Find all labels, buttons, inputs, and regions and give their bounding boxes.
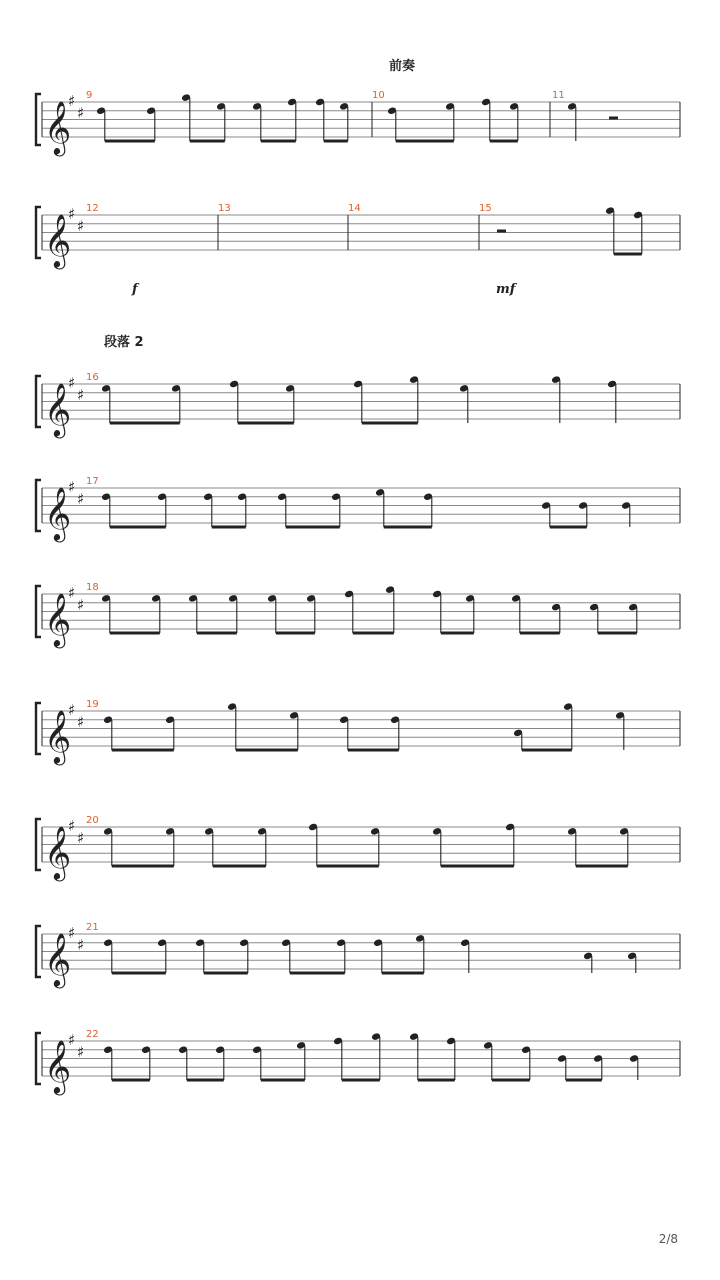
measure-number: 18 [86, 582, 99, 593]
staff-system [36, 1029, 680, 1095]
sharp-icon: ♯ [68, 374, 76, 392]
measure-number: 20 [86, 815, 99, 826]
dynamic-marking: mf [496, 282, 516, 297]
sharp-icon: ♯ [77, 386, 85, 404]
system-bracket [36, 376, 41, 427]
sharp-icon: ♯ [68, 92, 76, 110]
system-bracket [36, 586, 41, 637]
treble-clef-icon: 𝄞 [44, 100, 72, 154]
sharp-icon: ♯ [68, 584, 76, 602]
measure-number: 17 [86, 476, 99, 487]
measure-number: 19 [86, 699, 99, 710]
measure-number: 21 [86, 922, 99, 933]
treble-clef-icon: 𝄞 [44, 486, 72, 540]
system-bracket [36, 819, 41, 870]
sharp-icon: ♯ [77, 713, 85, 731]
sharp-icon: ♯ [68, 924, 76, 942]
measure-number: 11 [552, 90, 565, 101]
sharp-icon: ♯ [68, 205, 76, 223]
measure-number: 10 [372, 90, 385, 101]
half-rest-icon [609, 117, 618, 120]
system-bracket [36, 703, 41, 754]
section-label-intro: 前奏 [389, 59, 416, 74]
staff-system [36, 815, 680, 881]
system-bracket [36, 207, 41, 258]
sharp-icon: ♯ [77, 104, 85, 122]
sharp-icon: ♯ [77, 217, 85, 235]
staff-system [36, 476, 680, 542]
measure-number: 16 [86, 372, 99, 383]
measure-number: 14 [348, 203, 361, 214]
half-rest-icon [497, 230, 506, 233]
dynamic-marking: f [132, 282, 138, 297]
sharp-icon: ♯ [68, 478, 76, 496]
sharp-icon: ♯ [68, 817, 76, 835]
treble-clef-icon: 𝄞 [44, 932, 72, 986]
treble-clef-icon: 𝄞 [44, 709, 72, 763]
measure-number: 15 [479, 203, 492, 214]
sharp-icon: ♯ [77, 829, 85, 847]
staff-system [36, 203, 680, 297]
staff-system [36, 372, 680, 438]
sharp-icon: ♯ [77, 490, 85, 508]
sharp-icon: ♯ [77, 936, 85, 954]
staff-system [36, 90, 680, 156]
staff-system [36, 699, 680, 765]
sharp-icon: ♯ [77, 596, 85, 614]
treble-clef-icon: 𝄞 [44, 1039, 72, 1093]
system-bracket [36, 1033, 41, 1084]
sharp-icon: ♯ [68, 701, 76, 719]
page-number: 2/8 [658, 1232, 678, 1246]
sharp-icon: ♯ [77, 1043, 85, 1061]
sharp-icon: ♯ [68, 1031, 76, 1049]
measure-number: 22 [86, 1029, 99, 1040]
measure-number: 9 [86, 90, 93, 101]
treble-clef-icon: 𝄞 [44, 592, 72, 646]
measure-number: 12 [86, 203, 99, 214]
staff-system [36, 582, 680, 648]
measure-number: 13 [218, 203, 231, 214]
system-bracket [36, 94, 41, 145]
treble-clef-icon: 𝄞 [44, 382, 72, 436]
system-bracket [36, 480, 41, 531]
system-bracket [36, 926, 41, 977]
treble-clef-icon: 𝄞 [44, 213, 72, 267]
staff-system [36, 922, 680, 988]
treble-clef-icon: 𝄞 [44, 825, 72, 879]
section-label-part2: 段落 2 [104, 335, 144, 350]
